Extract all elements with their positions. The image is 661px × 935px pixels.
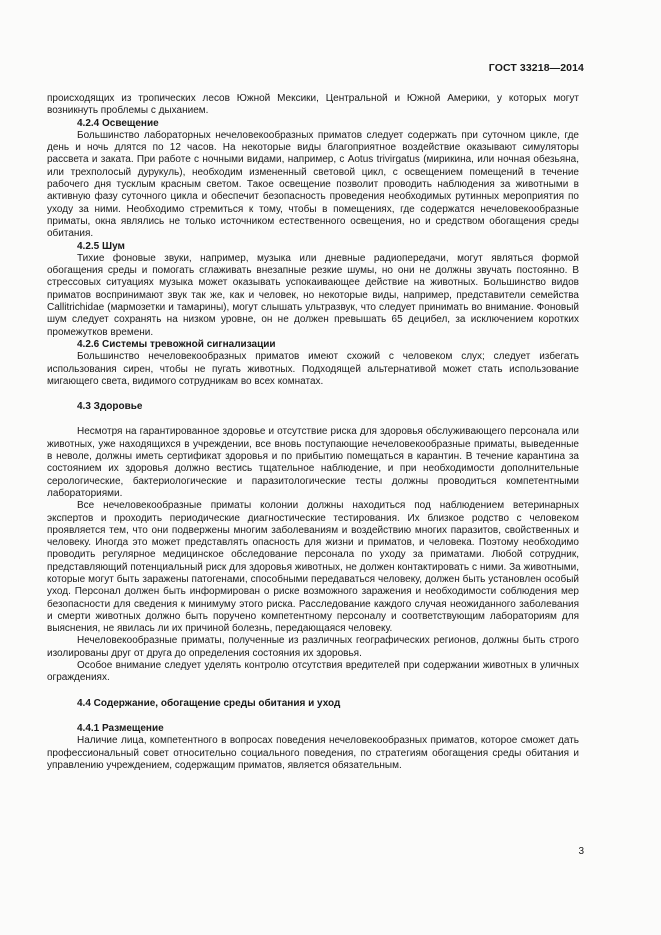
continued-paragraph: происходящих из тропических лесов Южной Мексики, Центральной и Южной Америки, у которых могут возникнуть проблемы с дыханием. (47, 93, 579, 117)
document-body (47, 93, 579, 772)
page-number: 3 (578, 846, 584, 857)
document-code: ГОСТ 33218—2014 (488, 62, 584, 74)
paragraph-health-3: Нечеловекообразные приматы, полученные из различных географических регионов, должны быть строго изолированы друг от друга до определения состояния их здоровья. (47, 635, 579, 659)
paragraph-noise: Тихие фоновые звуки, например, музыка или дневные радиопередачи, могут являться формой обогащения среды и помогать сглаживать внезапные резкие шумы, но они не должны звучать постоянно. В стрессовых ситуациях музыка может оказывать успокаивающее действие на животных. Большинство видов приматов воспринимают звук так же, как и человек, но некоторые виды, например, представители семейства Callitrichidae (мармозетки и тамарины), могут слышать ультразвук, что следует принимать во внимание. Фоновый шум следует сохранять на низком уровне, он не должен превышать 65 децибел, за исключением коротких промежутков времени. (47, 252, 579, 338)
paragraph-alarm: Большинство нечеловекообразных приматов имеют схожий с человеком слух; следует избегать использования сирен, чтобы не пугать животных. Подходящей альтернативой может стать использование мигающего света, видимого сотрудникам во всех комнатах. (47, 351, 579, 387)
paragraph-lighting: Большинство лабораторных нечеловекообразных приматов следует содержать при суточном цикле, где день и ночь длятся по 12 часов. На некоторые виды благоприятное воздействие оказывают симуляторы рассвета и заката. При работе с ночными видами, например, с Aotus trivirgatus (мирикина, или ночная обезьяна, или трехполосый дурукуль), необходим измененный световой цикл, с освещением помещений в течение рабочего дня тусклым красным светом. Такое освещение позволит проводить наблюдения за животными в активную фазу суточного цикла и обеспечит безопасность проведения необходимых рутинных мероприятия по уходу за ними. Необходимо стремиться к тому, чтобы в помещениях, где содержатся нечеловекообразные приматы, окна являлись не только источником естественного освещения, но и средством обогащения среды обитания. (47, 129, 579, 240)
section-heading-health: 4.3 Здоровье (77, 401, 143, 413)
paragraph-health-1: Несмотря на гарантированное здоровье и отсутствие риска для здоровья обслуживающего персонала или животных, уже находящихся в учреждении, все вновь поступающие нечеловекообразные приматы, выведенные в неволе, должны иметь сертификат здоровья и по прибытию помещаться в карантин. В течение карантина за состоянием их здоровья должно вестись тщательное наблюдение, и при необходимости дополнительные серологические, бактериологические и паразитологические тесты должны проводиться компетентными лабораториями. (47, 426, 579, 499)
paragraph-health-4: Особое внимание следует уделять контролю отсутствия вредителей при содержании животных в уличных ограждениях. (47, 660, 579, 684)
section-heading-housing: 4.4 Содержание, обогащение среды обитания и уход (77, 697, 341, 709)
paragraph-health-2: Все нечеловекообразные приматы колонии должны находиться под наблюдением ветеринарных экспертов и проходить периодические диагностические тестирования. Их близкое родство с человеком проявляется тем, что они подвержены многим заболеваниям и воздействию многих паразитов, свойственных и человеку. Иногда это может представлять опасность для жизни и приматов, и человека. Поэтому необходимо проводить регулярное медицинское обследование персонала по уходу за приматами. Любой сотрудник, представляющий потенциальный риск для здоровья животных, не должен контактировать с ними. За животными, которые могут быть заражены патогенами, способными передаваться человеку, должен быть установлен особый уход. Персонал должен быть информирован о риске возможного заражения и необходимости соблюдения мер безопасности для сведения к минимуму этого риска. Расследование каждого случая неожиданного заболевания и смерти животных должно быть поручено компетентному персоналу и соответствующим лабораториям для выяснения, не явилась ли их причиной болезнь, передающаяся человеку. (47, 500, 579, 635)
subsection-heading-noise: 4.2.5 Шум (77, 240, 125, 252)
subsection-heading-accommodation: 4.4.1 Размещение (77, 722, 164, 734)
subsection-heading-alarm: 4.2.6 Системы тревожной сигнализации (77, 338, 276, 350)
paragraph-accommodation: Наличие лица, компетентного в вопросах поведения нечеловекообразных приматов, которое сможет дать профессиональный совет относительно социального поведения, по стратегиям обогащения среды обитания и управлению учреждением, содержащим приматов, является обязательным. (47, 735, 579, 771)
subsection-heading-lighting: 4.2.4 Освещение (77, 117, 159, 129)
